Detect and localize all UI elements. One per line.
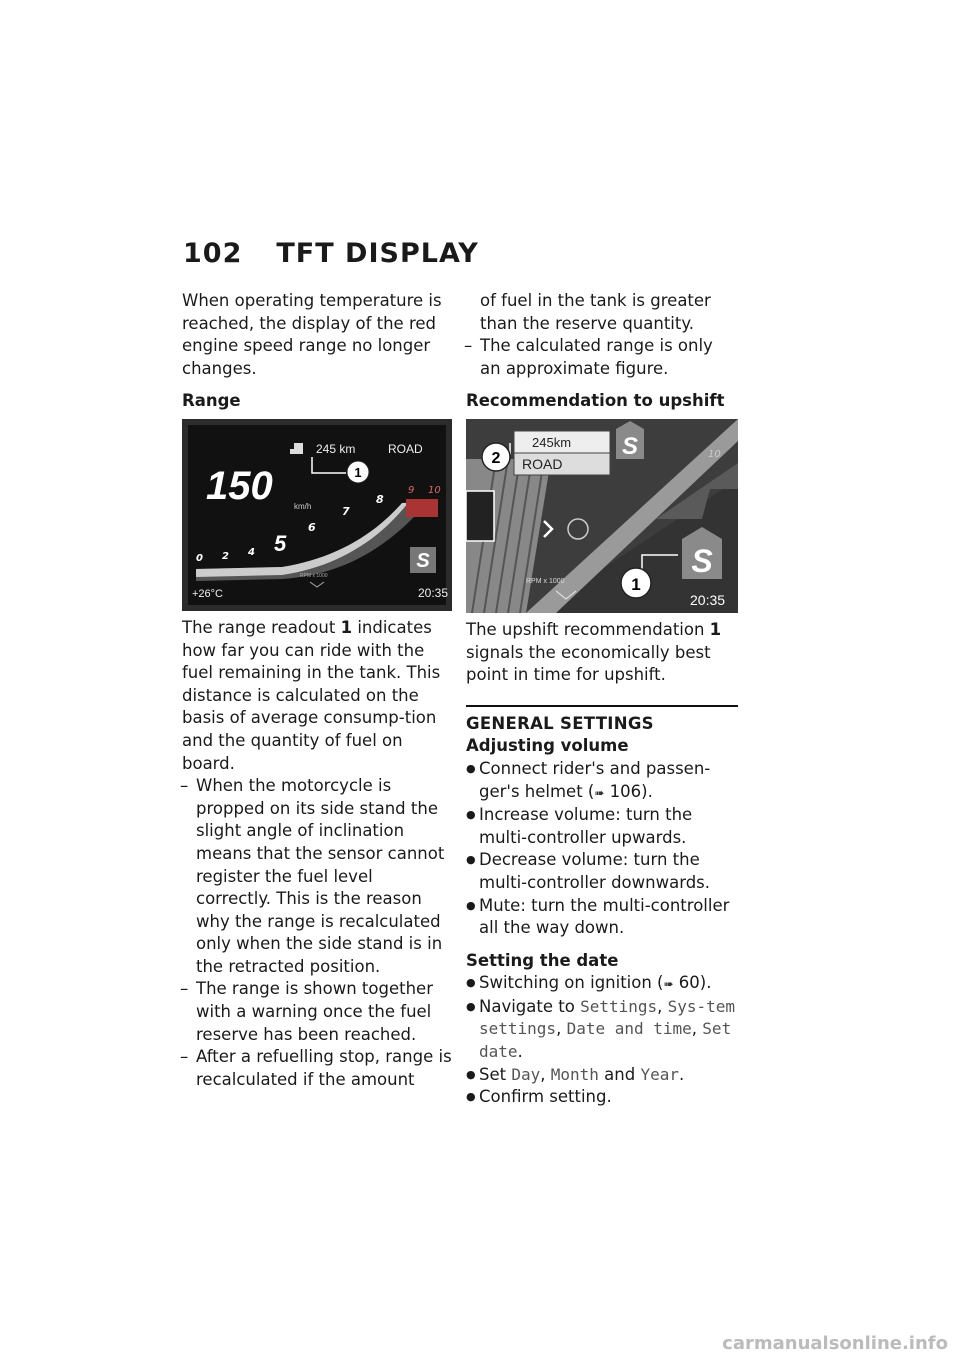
svg-text:S: S (416, 549, 430, 572)
dash-item: – When the motorcycle is propped on its side stand the slight angle of inclination means that the sensor cannot register the fuel level correctly. This is the reason why the range is recalculated only when the side stand is in the retracted position. (182, 775, 452, 978)
gear-indicator: 5 (274, 530, 287, 556)
upshift-heading: Recommendation to upshift (466, 391, 725, 411)
bullet-item: ● Set Day, Month and Year. (466, 1064, 738, 1087)
setting-date-heading: Setting the date (466, 950, 619, 970)
section-title: TFT DISPLAY (276, 238, 479, 269)
rpm-label: RPM x 1000 (300, 572, 328, 579)
rpm-tick-10: 10 (708, 448, 721, 460)
range-paragraph: The range readout 1 indicates how far you can ride with the fuel remaining in the tank. This distance is calculated on the basis of average consump-tion and the quantity of fuel on board. (182, 617, 441, 773)
bullet-item: ● Navigate to Settings, Sys-tem settings, Date and time, Set date. (466, 996, 738, 1064)
dash-item: – The calculated range is only an approximate figure. (466, 335, 738, 380)
upshift-paragraph: The upshift recommendation 1 signals the economically best point in time for upshift. (466, 619, 722, 685)
bullet-item: ● Connect rider's and passen-ger's helmet (➠ 106). (466, 758, 738, 804)
reference-arrow-icon: ➠ (663, 977, 674, 992)
range-value: 245 km (316, 441, 356, 456)
upshift-display-figure (466, 419, 738, 613)
dash-item: – The range is shown together with a warning once the fuel reserve has been reached. (182, 978, 452, 1046)
speed-unit: km/h (294, 501, 312, 511)
rpm-tick-6: 6 (308, 520, 316, 534)
range-heading: Range (182, 391, 241, 411)
range-value: 245km (532, 434, 572, 450)
rpm-tick-10: 10 (428, 484, 441, 496)
continued-text: of fuel in the tank is greater than the reserve quantity. (480, 291, 711, 333)
general-settings-heading: GENERAL SETTINGS (466, 705, 738, 736)
intro-paragraph: When operating temperature is reached, the display of the red engine speed range no longer changes. (182, 291, 442, 378)
page-title (183, 238, 479, 269)
rpm-tick-8: 8 (376, 492, 384, 506)
svg-text:2: 2 (491, 449, 501, 467)
svg-text:1: 1 (354, 464, 362, 480)
dash-item: – After a refuelling stop, range is recalculated if the amount (182, 1046, 452, 1091)
temperature: +26°C (192, 587, 224, 600)
bullet-item: ● Mute: turn the multi-controller all the way down. (466, 895, 738, 940)
right-column (466, 290, 738, 1109)
watermark: carmanualsonline.info (722, 1333, 948, 1354)
rpm-tick-0: 0 (196, 552, 203, 564)
mode-label: ROAD (522, 455, 563, 472)
clock-time: 20:35 (418, 585, 449, 600)
bullet-item: ● Increase volume: turn the multi-controller upwards. (466, 804, 738, 849)
bullet-item: ● Confirm setting. (466, 1086, 738, 1109)
adjusting-volume-heading: Adjusting volume (466, 736, 629, 756)
mode-label: ROAD (388, 441, 423, 456)
svg-text:S: S (621, 432, 639, 460)
rpm-tick-2: 2 (222, 550, 229, 562)
bullet-item: ● Switching on ignition (➠ 60). (466, 972, 738, 996)
range-display-figure (182, 419, 452, 611)
svg-text:1: 1 (631, 574, 641, 594)
rpm-tick-9: 9 (408, 484, 415, 496)
reference-arrow-icon: ➠ (594, 785, 605, 800)
rpm-tick-7: 7 (342, 504, 350, 518)
page-number: 102 (183, 238, 243, 269)
speed-readout: 150 (206, 463, 273, 508)
svg-text:S: S (691, 542, 713, 579)
rpm-tick-4: 4 (248, 546, 255, 558)
rpm-label: RPM x 1000 (526, 577, 565, 585)
left-column (182, 290, 452, 1091)
clock-time: 20:35 (690, 591, 726, 608)
bullet-item: ● Decrease volume: turn the multi-controller downwards. (466, 849, 738, 894)
